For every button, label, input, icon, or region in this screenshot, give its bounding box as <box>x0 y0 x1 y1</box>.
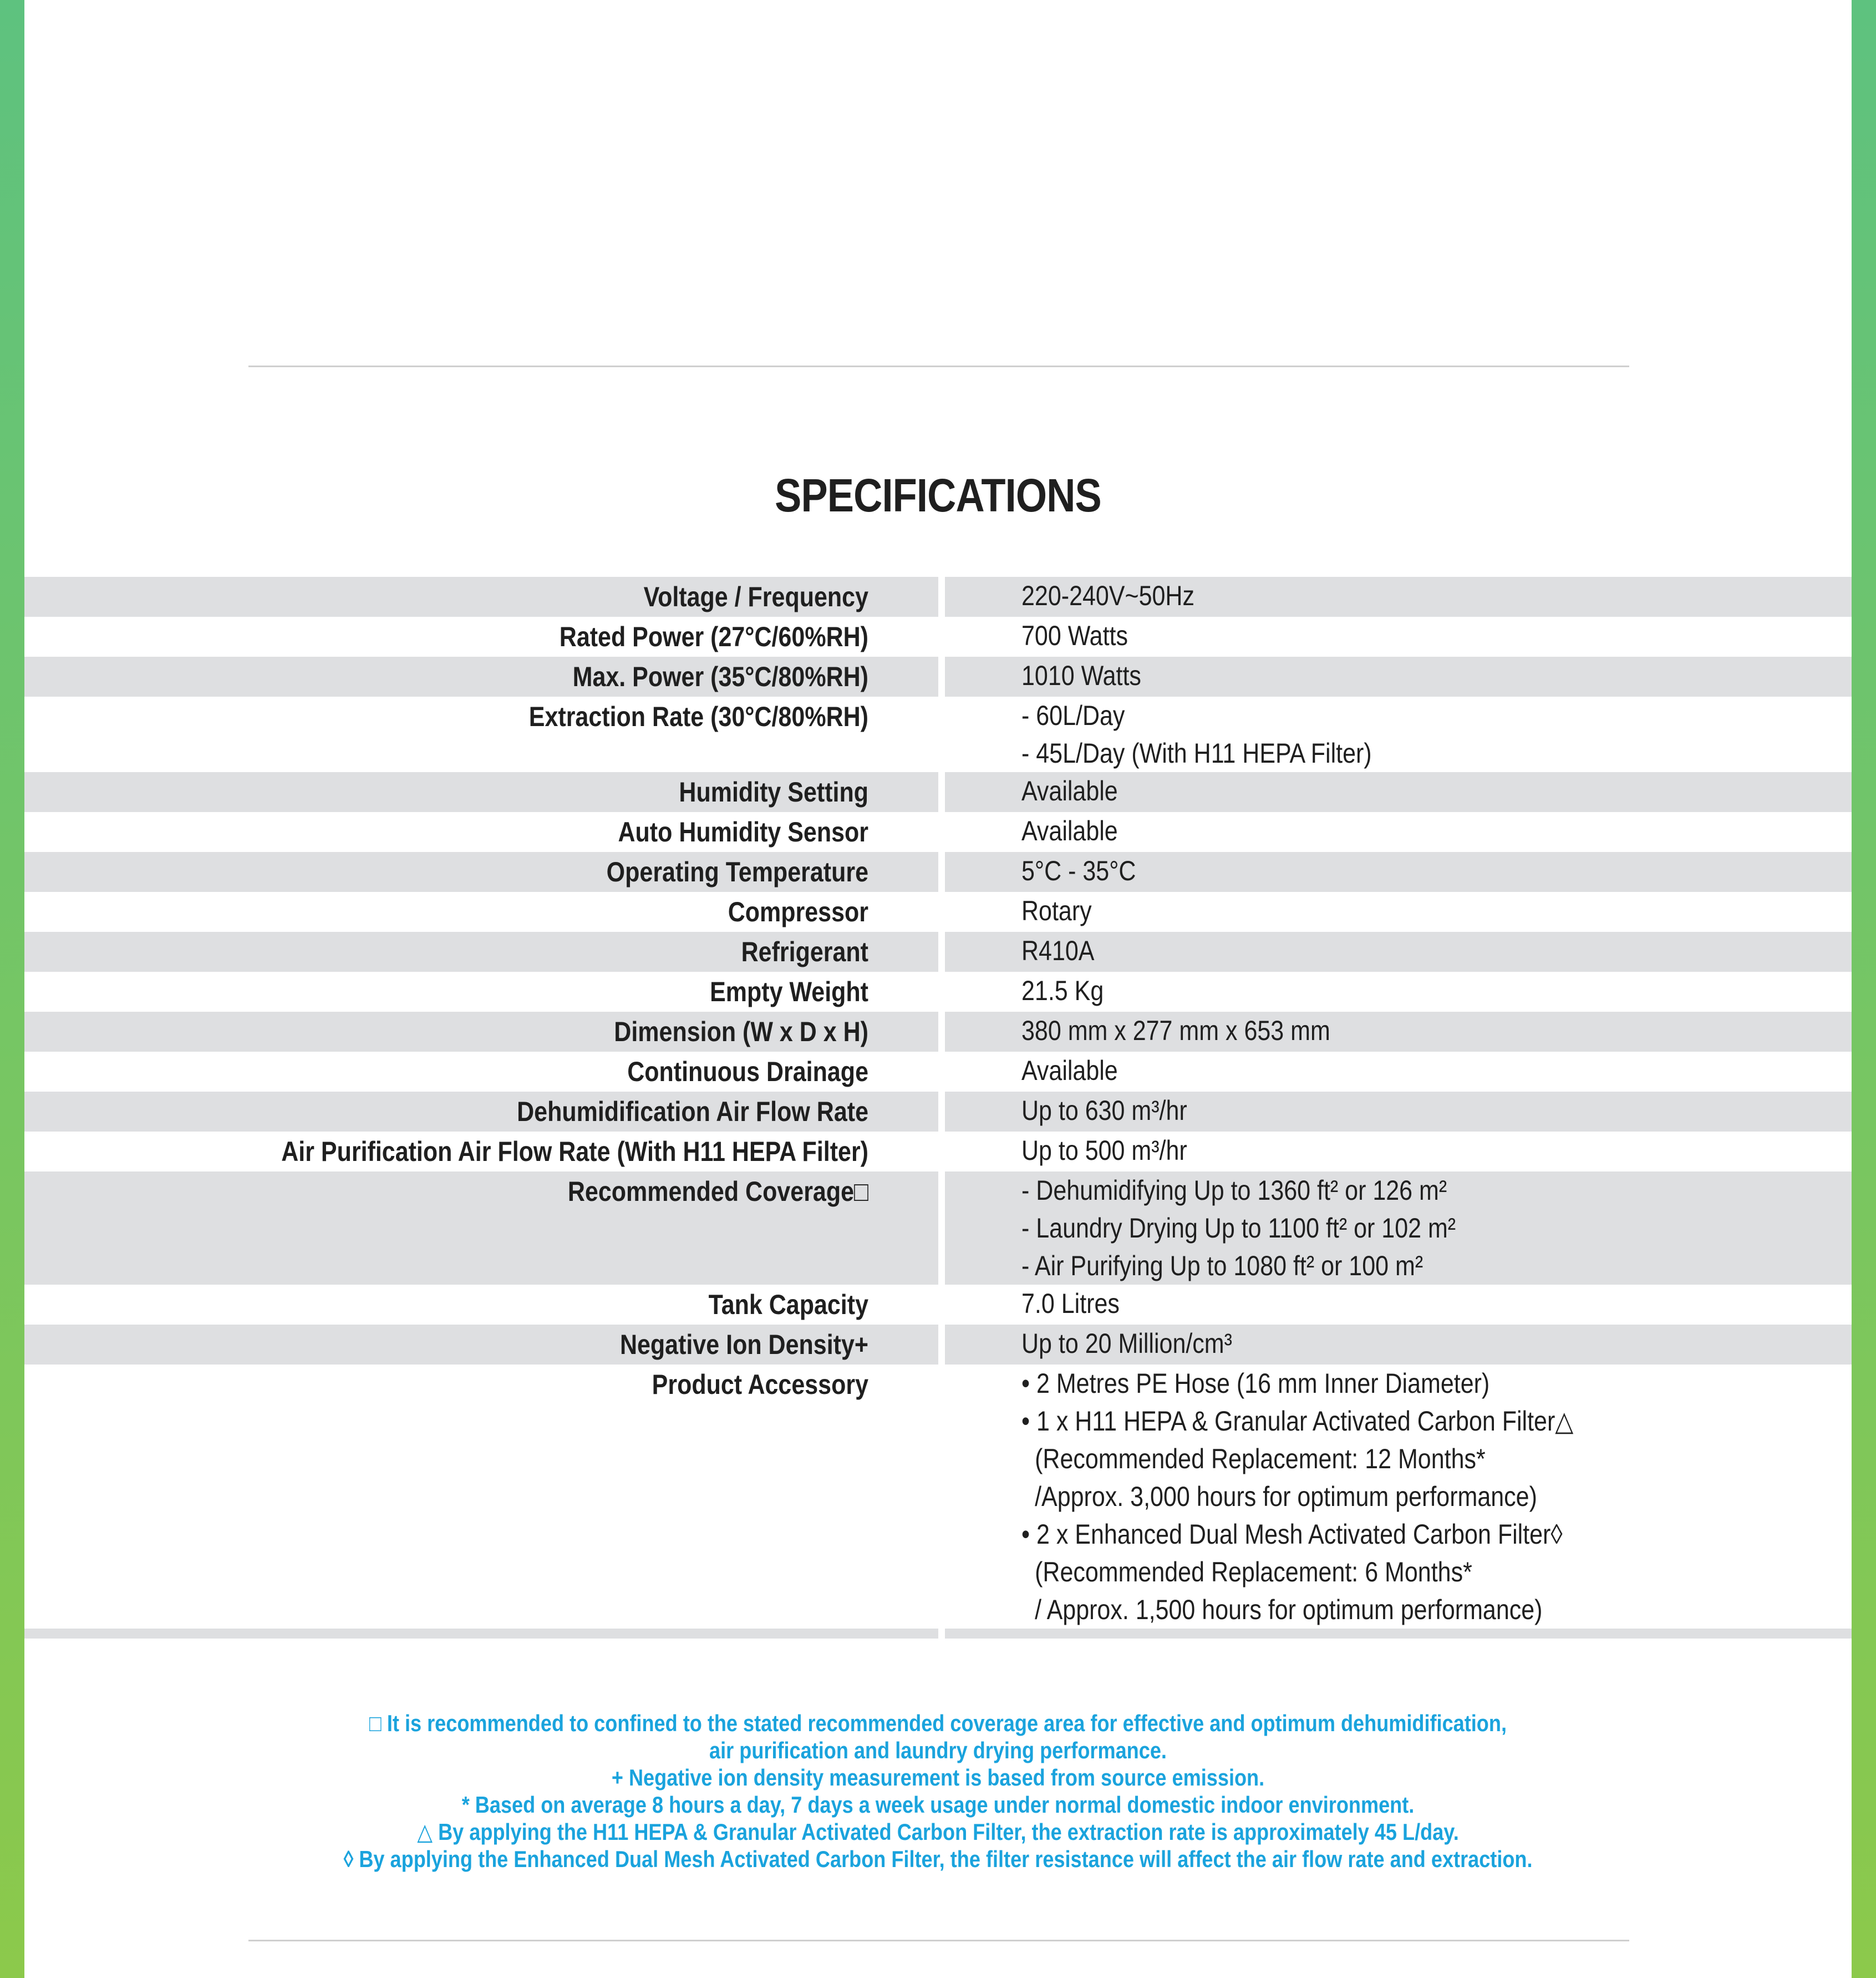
spec-value-line: - Dehumidifying Up to 1360 ft² or 126 m² <box>1021 1175 1447 1206</box>
page-title: SPECIFICATIONS <box>775 469 1101 521</box>
spec-value <box>1021 1325 1232 1365</box>
spec-value-line: / Approx. 1,500 hours for optimum performance) <box>1035 1594 1543 1625</box>
spec-label: Rated Power (27°C/60%RH) <box>559 621 868 652</box>
spec-row <box>24 1365 1852 1629</box>
spec-value-line: Up to 630 m³/hr <box>1021 1095 1187 1126</box>
spec-label: Product Accessory <box>652 1369 868 1400</box>
spec-label: Recommended Coverage□ <box>567 1176 868 1207</box>
spec-label: Humidity Setting <box>679 777 868 808</box>
right-accent-bar <box>1852 0 1876 1978</box>
spec-value-line: 1010 Watts <box>1021 660 1141 691</box>
spec-row <box>24 812 1852 852</box>
spec-row <box>24 1171 1852 1285</box>
spec-label: Empty Weight <box>710 976 868 1007</box>
spec-value-line: 5°C - 35°C <box>1021 855 1136 886</box>
spec-value-line: • 1 x H11 HEPA & Granular Activated Carbon Filter△ <box>1021 1406 1574 1437</box>
footnote: □ It is recommended to confined to the stated recommended coverage area for effective and optimum dehumidification, <box>369 1710 1507 1736</box>
spec-label: Auto Humidity Sensor <box>618 816 868 848</box>
left-accent-bar <box>0 0 24 1978</box>
spec-label: Dehumidification Air Flow Rate <box>517 1096 868 1127</box>
spec-value <box>1021 1092 1187 1132</box>
spec-row <box>24 772 1852 812</box>
spec-value <box>1021 1132 1187 1171</box>
spec-row <box>24 577 1852 617</box>
spec-value-line: • 2 x Enhanced Dual Mesh Activated Carbon Filter◊ <box>1021 1519 1563 1550</box>
spec-value-line: Rotary <box>1021 895 1092 926</box>
spec-value <box>1021 657 1141 697</box>
spec-value-line: - 60L/Day <box>1021 700 1125 731</box>
spec-row <box>24 852 1852 892</box>
spec-value-line: (Recommended Replacement: 6 Months* <box>1035 1556 1472 1588</box>
spec-value <box>1021 577 1194 617</box>
spec-label: Negative Ion Density+ <box>619 1329 868 1360</box>
top-divider <box>248 366 1629 367</box>
spec-label: Tank Capacity <box>708 1289 868 1320</box>
spec-value-line: (Recommended Replacement: 12 Months* <box>1035 1443 1486 1474</box>
spec-value <box>1021 1171 1456 1285</box>
footnote: △ By applying the H11 HEPA & Granular Activated Carbon Filter, the extraction rate is approximately 45 L/day. <box>417 1819 1459 1845</box>
footnote: + Negative ion density measurement is based from source emission. <box>611 1764 1265 1791</box>
spec-value-line: • 2 Metres PE Hose (16 mm Inner Diameter) <box>1021 1368 1490 1399</box>
spec-value-line: - Air Purifying Up to 1080 ft² or 100 m² <box>1021 1250 1423 1281</box>
spec-value <box>1021 852 1136 892</box>
spec-value-line: Available <box>1021 775 1118 807</box>
spec-label: Voltage / Frequency <box>643 581 868 612</box>
spec-label: Dimension (W x D x H) <box>614 1016 868 1047</box>
spec-value <box>1021 1285 1120 1325</box>
spec-label: Extraction Rate (30°C/80%RH) <box>528 701 868 732</box>
spec-label: Operating Temperature <box>606 856 868 887</box>
spec-value <box>1021 892 1092 932</box>
spec-value-line: Available <box>1021 815 1118 846</box>
spec-value-line: 21.5 Kg <box>1021 975 1104 1006</box>
spec-row <box>24 1012 1852 1052</box>
spec-value-line: 7.0 Litres <box>1021 1288 1120 1319</box>
spec-row <box>24 892 1852 932</box>
spec-row <box>24 1285 1852 1325</box>
spec-value-line: - Laundry Drying Up to 1100 ft² or 102 m² <box>1021 1213 1456 1244</box>
spec-value-line: Up to 500 m³/hr <box>1021 1135 1187 1166</box>
spec-value <box>1021 1012 1330 1052</box>
spec-row <box>24 1325 1852 1365</box>
spec-value-line: Up to 20 Million/cm³ <box>1021 1328 1232 1359</box>
spec-label: Compressor <box>728 896 868 927</box>
spec-label: Refrigerant <box>741 936 868 967</box>
spec-label: Continuous Drainage <box>627 1056 868 1087</box>
spec-value-line: /Approx. 3,000 hours for optimum performance) <box>1035 1481 1537 1512</box>
spec-value-line: 380 mm x 277 mm x 653 mm <box>1021 1015 1330 1046</box>
footnote: air purification and laundry drying performance. <box>709 1737 1167 1763</box>
spec-value <box>1021 972 1104 1012</box>
footnotes <box>131 1710 1745 1873</box>
spec-row <box>24 932 1852 972</box>
spec-value <box>1021 812 1118 852</box>
spec-value <box>1021 1365 1573 1629</box>
spec-value <box>1021 1052 1118 1092</box>
spec-value <box>1021 617 1128 657</box>
spec-value <box>1021 772 1118 812</box>
spec-label: Max. Power (35°C/80%RH) <box>572 661 868 692</box>
spec-value <box>1021 932 1094 972</box>
spec-value-line: - 45L/Day (With H11 HEPA Filter) <box>1021 738 1372 769</box>
spec-value-line: R410A <box>1021 935 1095 966</box>
spec-row <box>24 657 1852 697</box>
spec-row <box>24 697 1852 772</box>
spec-table <box>24 577 1852 1639</box>
table-bottom-band <box>24 1629 1852 1639</box>
spec-row <box>24 972 1852 1012</box>
bottom-divider <box>248 1940 1629 1941</box>
spec-value-line: 220-240V~50Hz <box>1021 580 1194 611</box>
spec-value <box>1021 697 1372 772</box>
spec-row <box>24 1052 1852 1092</box>
footnote: ◊ By applying the Enhanced Dual Mesh Activated Carbon Filter, the filter resistance will affect the air flow rate and extraction. <box>343 1846 1533 1872</box>
spec-row <box>24 1132 1852 1171</box>
spec-value-line: Available <box>1021 1055 1118 1086</box>
spec-row <box>24 617 1852 657</box>
spec-row <box>24 1092 1852 1132</box>
spec-label: Air Purification Air Flow Rate (With H11 HEPA Filter) <box>281 1136 868 1167</box>
spec-value-line: 700 Watts <box>1021 620 1128 651</box>
footnote: * Based on average 8 hours a day, 7 days a week usage under normal domestic indoor environment. <box>461 1792 1415 1818</box>
